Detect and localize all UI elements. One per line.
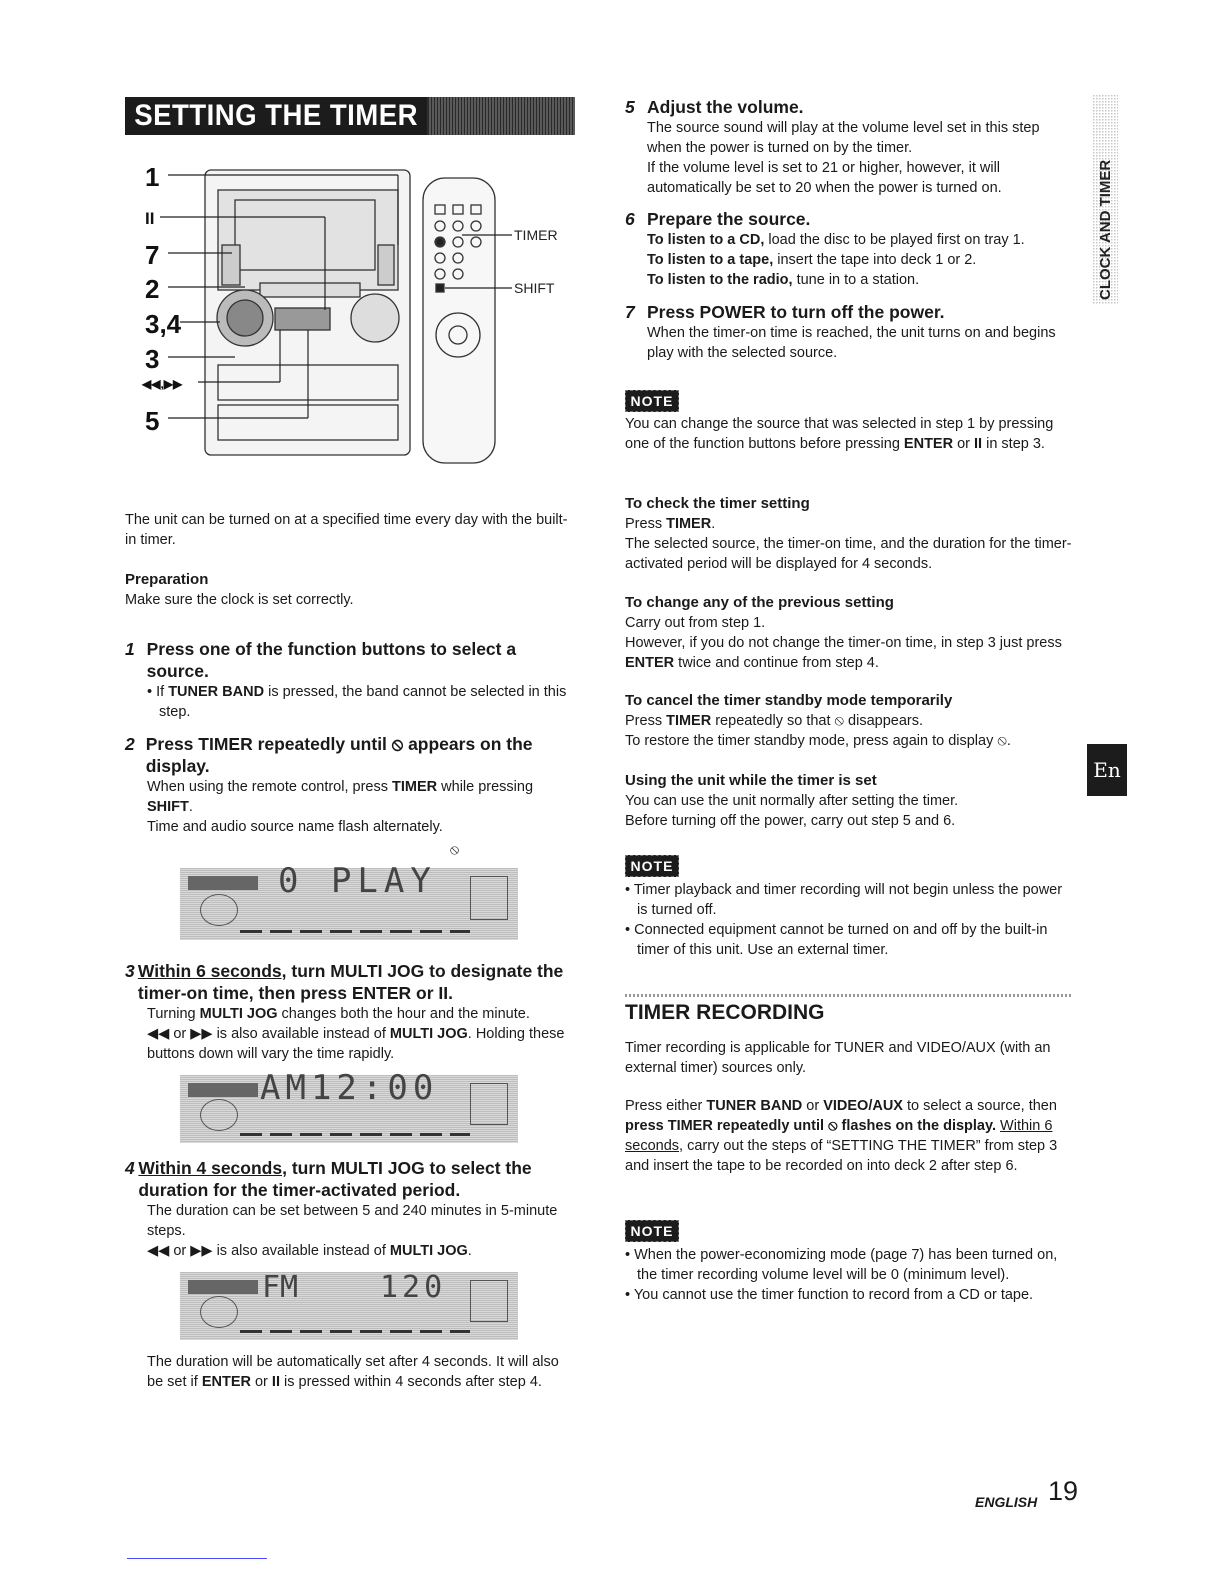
note-badge: NOTE [625,1220,679,1242]
intro-text: The unit can be turned on at a specified time every day with the built-in timer. [125,512,568,548]
step-2-text: When using the remote control, press TIMER while pressing SHIFT. Time and audio source name flash alternately. [147,779,534,835]
step-number: 6 [625,209,635,229]
display-segments [240,1330,470,1333]
display-box [470,876,508,920]
timer-label: TIMER [514,227,558,243]
display-text: 0 PLAY [278,861,437,901]
step-7-text: When the timer-on time is reached, the unit turns on and begins play with the selected source. [647,325,1056,361]
callout-skip: ◀◀,▶▶ [142,377,183,391]
step-number: 7 [625,302,635,322]
step-3-text: Turning MULTI JOG changes both the hour and the minute. ◀◀ or ▶▶ is also available instead of MULTI JOG. Holding these buttons down will vary the time rapidly. [147,1006,565,1062]
preparation-heading: Preparation [125,571,209,588]
display-indicator [188,876,258,890]
display-disc-icon [200,894,238,926]
display-indicator [188,1280,258,1294]
preparation [125,570,575,610]
callout-1: 1 [145,162,160,192]
note-3-item: • You cannot use the timer function to record from a CD or tape. [625,1287,1034,1303]
check-timer-section [625,494,1075,574]
step-2 [125,733,575,837]
step-6 [625,208,1075,290]
display-box [470,1280,508,1322]
step-number: 4 [125,1158,135,1178]
step-title: Adjust the volume. [647,97,804,117]
footer-rule [127,1558,267,1559]
display-time [180,1068,518,1143]
step-1 [125,638,575,722]
note-1-text: You can change the source that was selected in step 1 by pressing one of the function buttons before pressing ENTER or II in step 3. [625,416,1054,452]
using-text: You can use the unit normally after setting the timer. Before turning off the power, carry out step 5 and 6. [625,792,959,829]
callout-3: 3 [145,344,160,374]
step-5 [625,96,1075,198]
check-text: Press TIMER. The selected source, the timer-on time, and the duration for the timer-activated period will be displayed for 4 seconds. [625,515,1072,572]
step-number: 3 [125,961,135,981]
callout-2: 2 [145,274,160,304]
section-title: SETTING THE TIMER [125,97,427,135]
callout-3-4: 3,4 [145,309,182,339]
display-segments [240,930,470,933]
step-6-text: To listen to a CD, load the disc to be played first on tray 1. To listen to a tape, insert the tape into deck 1 or 2. To listen to the radio, tune in to a station. [647,232,1025,288]
step-title: Press one of the function buttons to select a source. [146,639,517,681]
cancel-heading: To cancel the timer standby mode temporarily [625,692,953,709]
display-disc-icon [200,1099,238,1131]
step-title: Within 6 seconds, turn MULTI JOG to designate the timer-on time, then press ENTER or II. [137,961,564,1003]
note-badge: NOTE [625,390,679,412]
note-2-item: • Timer playback and timer recording will not begin unless the power is turned off. [625,882,1063,918]
step-title: Press POWER to turn off the power. [647,302,945,322]
timer-recording-instructions: Press either TUNER BAND or VIDEO/AUX to select a source, then press TIMER repeatedly until ⦸ flashes on the display. Within 6 seconds, carry out the steps of “SETTING THE TIMER” from step 3 and insert the tape to be recorded on into deck 2 after step 6. [625,1098,1058,1174]
section-divider [625,994,1073,997]
step-5-text: The source sound will play at the volume level set in this step when the power is turned on by the timer. If the volume level is set to 21 or higher, however, it will automatically be set to 20 when the power is turned on. [647,120,1040,196]
callout-pause: II [145,209,155,228]
display-duration-value: 120 [380,1270,447,1305]
timer-recording-heading: TIMER RECORDING [625,1001,825,1024]
note-2-item: • Connected equipment cannot be turned on and off by the built-in timer of this unit. Use an external timer. [625,922,1048,958]
footer-language: ENGLISH [975,1494,1038,1510]
stereo-and-remote-illustration [140,150,580,470]
display-segments [240,1133,470,1136]
step-number: 2 [125,734,135,754]
note-2-list [625,880,1075,960]
device-diagram [140,150,580,470]
using-heading: Using the unit while the timer is set [625,772,877,789]
step-3 [125,960,575,1064]
shift-label: SHIFT [514,280,555,296]
side-tab [1090,95,1120,305]
note-badge: NOTE [625,855,679,877]
display-indicator [188,1083,258,1097]
preparation-text: Make sure the clock is set correctly. [125,591,354,608]
callout-7: 7 [145,240,160,270]
change-heading: To change any of the previous setting [625,594,894,611]
step-4-after-text: The duration will be automatically set after 4 seconds. It will also be set if ENTER or II is pressed within 4 seconds after step 4. [147,1354,559,1390]
section-title-banner [125,97,575,135]
note-3-item: • When the power-economizing mode (page 7) has been turned on, the timer recording volume level will be 0 (minimum level). [625,1247,1058,1283]
step-title: Prepare the source. [647,209,811,229]
side-tab-graphic [1090,95,1120,305]
cancel-standby-section [625,691,1075,751]
page-number: 19 [1048,1476,1079,1506]
step-number: 5 [625,97,635,117]
display-disc-icon [200,1296,238,1328]
change-setting-section [625,593,1075,673]
language-tab: En [1087,744,1127,796]
note-3-list [625,1245,1075,1305]
step-4-text: The duration can be set between 5 and 240 minutes in 5-minute steps. ◀◀ or ▶▶ is also available instead of MULTI JOG. [147,1203,558,1259]
side-tab-label: CLOCK AND TIMER [1097,159,1114,300]
callout-5: 5 [145,406,160,436]
display-duration [180,1272,518,1340]
step-1-bullet: • If TUNER BAND is pressed, the band cannot be selected in this step. [147,684,567,720]
timer-recording-intro: Timer recording is applicable for TUNER and VIDEO/AUX (with an external timer) sources only. [625,1040,1051,1076]
step-7 [625,301,1075,363]
cancel-text: Press TIMER repeatedly so that ⦸ disappears. To restore the timer standby mode, press again to display ⦸. [625,712,1011,749]
check-heading: To check the timer setting [625,495,810,512]
step-number: 1 [125,639,135,659]
display-play [180,861,518,940]
timer-indicator-icon: ⦸ [450,841,460,857]
display-box [470,1083,508,1125]
step-title: Within 4 seconds, turn MULTI JOG to select the duration for the timer-activated period. [138,1158,532,1200]
display-text: AM12:00 [260,1068,439,1108]
change-text: Carry out from step 1. However, if you do not change the timer-on time, in step 3 just press ENTER twice and continue from step 4. [625,614,1062,671]
using-unit-section [625,771,1075,831]
display-band: FM [262,1270,299,1305]
step-title: Press TIMER repeatedly until ⦸ appears on the display. [145,734,533,776]
step-4 [125,1157,575,1261]
